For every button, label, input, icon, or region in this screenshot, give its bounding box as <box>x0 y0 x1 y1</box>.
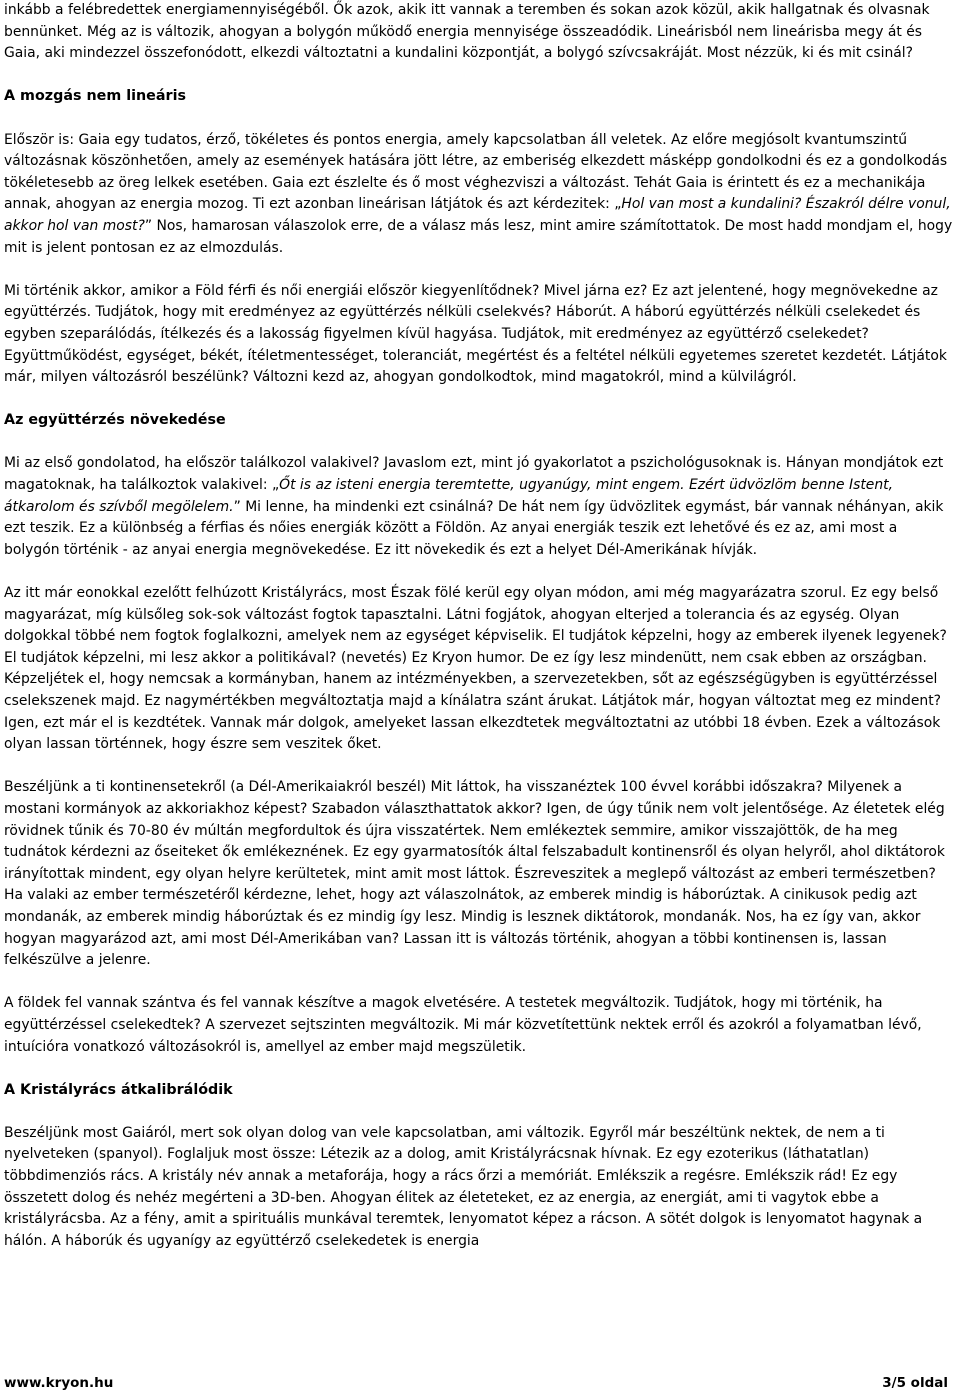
text-run: Mi az első gondolatod, ha először találkozol valakivel? Javaslom ezt, mint jó gyakorlatot a pszichológusoknak is. Hányan mondjátok ezt magatoknak, ha találkoztok valakivel: „ <box>4 455 944 494</box>
text-run: ” Mi lenne, ha mindenki ezt csinálná? De hát nem így üdvözlitek egymást, bár vannak néhányan, akik ezt teszik. Ez a különbség a férfias és nőies energiák között a Földön. Az anyai energiák teszik ezt lehetővé és ez az, ami most a bolygón történik - az anyai energia megnövekedése. Ez itt növekedik és ezt a helyet Dél-Amerikának hívják. <box>4 498 944 558</box>
document-page <box>4 0 956 1274</box>
paragraph: Beszéljünk most Gaiáról, mert sok olyan dolog van vele kapcsolatban, ami változik. Egyről már beszéltünk nektek, de nem a ti nyelveteken (spanyol). Foglaljuk most össze: Létezik az a dolog, amit Kristályrácsnak hívnak. Ez egy ezoterikus (láthatatlan) többdimenziós rács. A kristály név annak a metaforája, hogy a rács őrzi a memóriát. Emlékszik a regésre. Emlékszik rád! Ez egy összetett dolog és nehéz megérteni a 3D-ben. Ahogyan élitek az életeteket, ez az energia, az energiát, ami ti vagytok ebbe a kristályrácsba. Az a fény, amit a spirituális munkával teremtek, lenyomatot képez a rácson. A sötét dolgok is lenyomatot hagynak a hálón. A háborúk és ugyanígy az együttérző cselekedetek is energia <box>4 1124 923 1249</box>
paragraph <box>4 453 956 561</box>
footer-page-number: 3/5 oldal <box>882 1375 948 1391</box>
paragraph: Mi történik akkor, amikor a Föld férfi és női energiái először kiegyenlítődnek? Mivel járna ez? Ez azt jelentené, hogy megnövekedne az együttérzés. Tudjátok, hogy mit eredményez az együttérzés nélküli cselekvés? Háborút. A háború együttérzés nélküli cselekedet és egyben szeparálódás, ítélkezés és a lakosság figyelmen kívül hagyása. Tudjátok, mit eredményez az együttérző cselekedet? Együttműködést, egységet, békét, ítéletmentességet, toleranciát, megértést és a feltétel nélküli egyetemes szeretet kezdetét. Látjátok már, milyen változásról beszélünk? Változni kezd az, ahogyan gondolkodtok, mind magatokról, mind a külvilágról. <box>4 282 947 386</box>
paragraph: Az itt már eonokkal ezelőtt felhúzott Kristályrács, most Észak fölé kerül egy olyan módon, ami még magyarázatra szorul. Ez egy belső magyarázat, míg külsőleg sok-sok változást fogtok tapasztalni. Látni fogjátok, ahogyan elterjed a tolerancia és az egység. Olyan dolgokkal többé nem fogtok foglalkozni, amelyek nem az egységet képviselik. El tudjátok képzelni, hogy az emberek ilyenek legyenek? El tudjátok képzelni, mi lesz akkor a politikával? (nevetés) Ez Kryon humor. De ez így lesz mindenütt, nem csak ebben az országban. Képzeljétek el, hogy nemcsak a kormányban, hanem az intézményekben, a szervezetekben, sőt az egészségügyben is együttérzéssel cselekszenek majd. Ez nagymértékben megváltoztatja majd a kínálatra szánt árukat. Látjátok már, hogyan változtat meg ez mindent? Igen, ezt már el is kezdtétek. Vannak már dolgok, amelyeket lassan elkezdtetek megváltoztatni az utóbbi 18 évben. Ezek a változások olyan lassan történnek, hogy észre sem veszitek őket. <box>4 585 947 753</box>
paragraph: Beszéljünk a ti kontinensetekről (a Dél-Amerikaiakról beszél) Mit láttok, ha visszanéztek 100 évvel korábbi időszakra? Milyenek a mostani kormányok az akkoriakhoz képest? Szabadon választhattatok akkor? Igen, de úgy tűnik nem volt jelentősége. Az életetek elég rövidnek tűnik és 70-80 év múltán megfordultok és újra visszatértek. Nem emlékeztek semmire, amikor visszajöttök, de ha meg tudnátok kérdezni az őseiteket ők emlékeznének. Ez egy gyarmatosítók által felszabadult kontinensről és olyan helyről, ahol diktátorok irányítottak mindent, egy olyan helyre kerültetek, mint amit most láttok. Észreveszitek a meglepő változást az emberi természetben? Ha valaki az ember természetéről kérdezne, lehet, hogy azt válaszolnátok, az emberek mindig is háborúztak. A cinikusok pedig azt mondanák, az emberek mindig háborúztak és ez mindig így lesz. Mindig is lesznek diktátorok, mondanák. Nos, ha ez így van, akkor hogyan magyarázod azt, ami most Dél-Amerikában van? Lassan itt is változás történik, ahogyan a többi kontinensen is, lassan felkészülve a jelenre. <box>4 779 945 969</box>
section-heading: A mozgás nem lineáris <box>4 88 186 105</box>
text-run: Először is: Gaia egy tudatos, érző, tökéletes és pontos energia, amely kapcsolatban áll veletek. Az előre megjósolt kvantumszintű változásnak köszönhetően, amely az események hatására jött létre, az emberiség elkezdett másképp gondolkodni és ez a gondolkodás tökéletesebb az öreg lelkek esetében. Gaia ezt észlelte és ő most véghezviszi a változást. Tehát Gaia is érintett és ez a mechanikája annak, ahogyan az energia mozog. Ti ezt azonban lineárisan látjátok és azt kérdezitek: „ <box>4 131 948 213</box>
document-body <box>4 0 956 1252</box>
text-run: ” Nos, hamarosan válaszolok erre, de a válasz más lesz, mint amire számítottatok. De most hadd mondjam el, hogy mit is jelent pontosan ez az elmozdulás. <box>4 217 953 256</box>
paragraph <box>4 130 956 260</box>
paragraph: inkább a felébredettek energiamennyiségéből. Ők azok, akik itt vannak a teremben és sokan azok közül, akik hallgatnak és olvasnak bennünket. Még az is változik, ahogyan a bolygón működő energia mennyisége összeadódik. Lineárisból nem lineárisba megy át és Gaia, aki mindezzel összefonódott, elkezdi változtatni a kundalini központját, a bolygó szívcsakráját. Most nézzük, ki és mit csinál? <box>4 2 930 62</box>
italic-quote: Hol van most a kundalini? Északról délre vonul, akkor hol van most? <box>4 196 951 234</box>
section-heading: Az együttérzés növekedése <box>4 412 226 429</box>
paragraph: A földek fel vannak szántva és fel vannak készítve a magok elvetésére. A testetek megváltozik. Tudjátok, hogy mi történik, ha együttérzéssel cselekedtek? A szervezet sejtszinten megváltozik. Mi már közvetítettünk nektek erről és azokról a folyamatban lévő, intuícióra vonatkozó változásokról is, amellyel az ember majd megszületik. <box>4 995 922 1055</box>
italic-quote: Őt is az isteni energia teremtette, ugyanúgy, mint engem. Ezért üdvözlöm benne Istent, átkarolom és szívből megölelem. <box>4 477 894 515</box>
section-heading: A Kristályrács átkalibrálódik <box>4 1081 233 1098</box>
footer-site: www.kryon.hu <box>4 1375 114 1391</box>
